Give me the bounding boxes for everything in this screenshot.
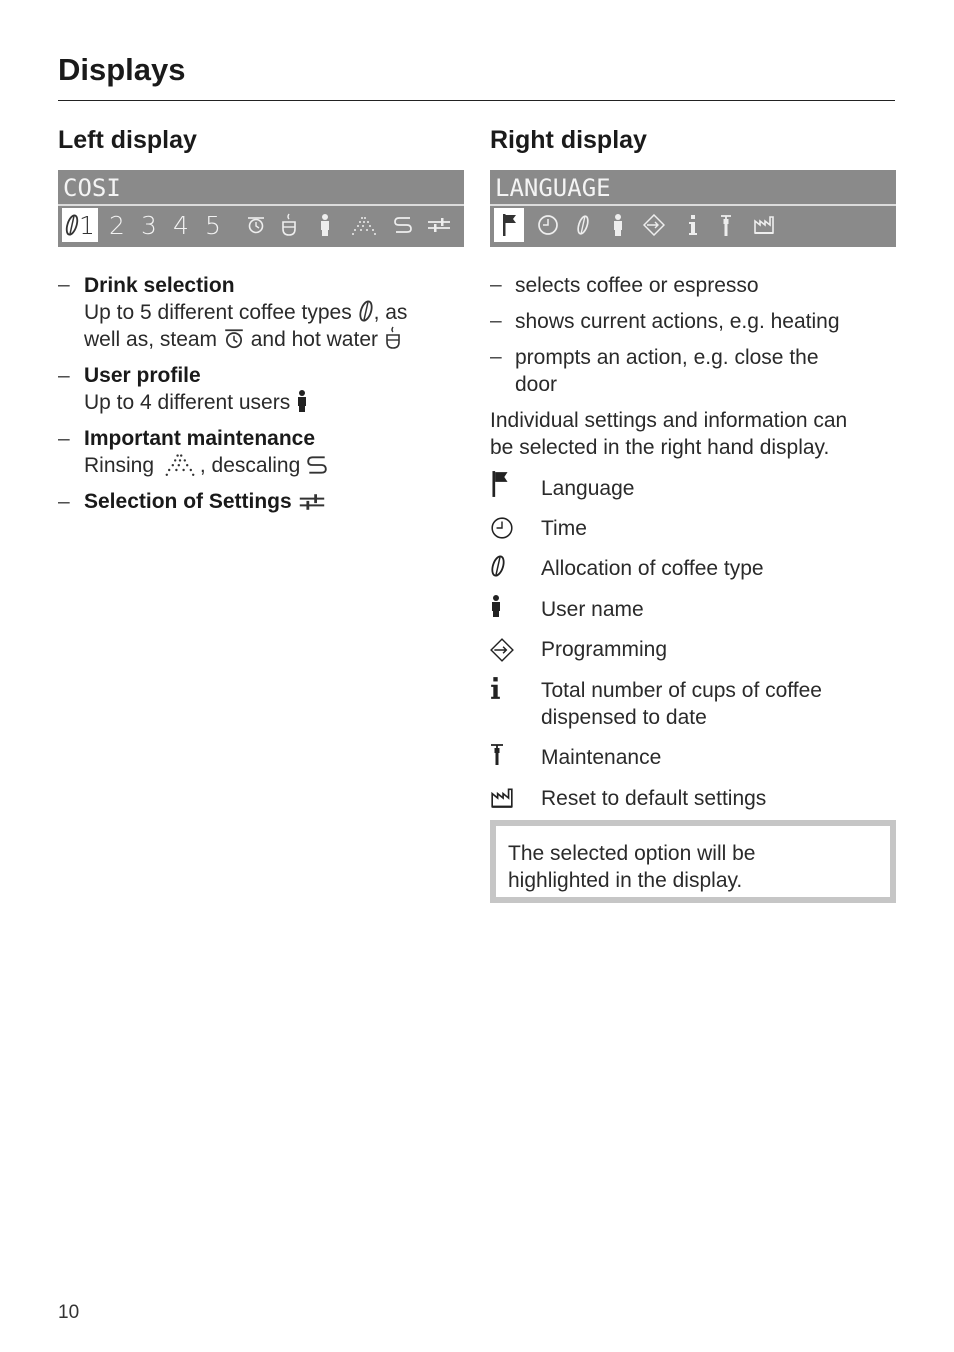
note-text (508, 840, 755, 894)
intro-line-2: be selected in the right hand display. (490, 436, 830, 459)
maintenance-text: Rinsing (84, 454, 155, 477)
user-icon (610, 208, 626, 242)
maintenance-text: , descaling (199, 454, 301, 477)
right-bullet-3-cont: door (515, 373, 558, 396)
left-display-text: COSI (58, 170, 464, 206)
coffee-bean-icon (65, 213, 79, 237)
user-profile-line1 (84, 389, 308, 416)
language-flag-icon (490, 470, 514, 498)
lcd-digit: 3 (141, 210, 157, 240)
legend-label-maintenance: Maintenance (541, 746, 662, 769)
user-profile-text: Up to 4 different users (84, 391, 291, 414)
note-line-2: highlighted in the display. (508, 869, 743, 892)
user-icon (490, 592, 514, 620)
legend-label-language: Language (541, 477, 635, 500)
intro-line-1: Individual settings and information can (490, 409, 848, 432)
maintenance-line1 (84, 452, 328, 479)
drink-selection-text: , as (373, 301, 408, 324)
lcd-digit: 4 (173, 210, 189, 240)
right-display-heading: Right display (490, 126, 647, 154)
user-icon (316, 208, 334, 242)
settings-icon (426, 208, 452, 242)
maintenance-title: Important maintenance (84, 427, 316, 450)
lcd-digit: 5 (205, 210, 221, 240)
drink-selection-title: Drink selection (84, 274, 235, 297)
settings-selection-title: Selection of Settings (84, 490, 292, 513)
list-dash: – (58, 364, 70, 387)
settings-selection-line (84, 488, 326, 515)
maintenance-icon (718, 208, 734, 242)
steam-icon (244, 208, 268, 242)
settings-icon (298, 492, 326, 512)
list-dash: – (58, 273, 70, 296)
list-dash: – (490, 273, 502, 296)
right-display-text: LANGUAGE (490, 170, 896, 206)
title-divider (58, 100, 895, 101)
maintenance-icon (490, 740, 514, 768)
left-display-heading: Left display (58, 126, 197, 154)
note-box (490, 820, 896, 903)
note-line-1: The selected option will be (508, 842, 756, 865)
drink-selection-text: Up to 5 different coffee types (84, 301, 352, 324)
descaling-icon (306, 454, 328, 476)
drink-selection-line2 (84, 326, 402, 353)
coffee-bean-icon (490, 552, 514, 580)
clock-icon (536, 208, 560, 242)
coffee-bean-icon (358, 299, 374, 323)
info-icon (490, 674, 514, 702)
list-dash: – (58, 490, 70, 513)
legend-label-total-cups-cont: dispensed to date (541, 706, 707, 729)
page-number: 10 (58, 1302, 80, 1323)
user-profile-title: User profile (84, 364, 201, 387)
legend-label-total-cups: Total number of cups of coffee (541, 679, 822, 702)
lcd-digit: 1 (79, 210, 95, 240)
programming-icon (490, 636, 514, 664)
hot-water-icon (384, 326, 402, 350)
legend-label-reset: Reset to default settings (541, 787, 767, 810)
list-dash: – (58, 427, 70, 450)
right-bullet-3: prompts an action, e.g. close the (515, 346, 819, 369)
drink-selection-text: and hot water (250, 328, 378, 351)
lcd-selected-coffee-1 (62, 208, 98, 242)
language-flag-icon (494, 208, 524, 242)
legend-label-programming: Programming (541, 638, 668, 661)
list-dash: – (490, 309, 502, 332)
left-display-panel (58, 170, 464, 247)
programming-icon (642, 208, 666, 242)
list-dash: – (490, 345, 502, 368)
factory-reset-icon (752, 208, 776, 242)
drink-selection-line1 (84, 299, 407, 326)
legend-label-user-name: User name (541, 598, 644, 621)
clock-icon (490, 514, 514, 542)
right-bullet-2: shows current actions, e.g. heating (515, 310, 840, 333)
rinsing-icon (348, 208, 380, 242)
right-bullet-1: selects coffee or espresso (515, 274, 759, 297)
legend-label-time: Time (541, 517, 587, 540)
steam-icon (223, 328, 245, 350)
factory-reset-icon (490, 784, 514, 812)
info-icon (686, 208, 700, 242)
drink-selection-text: well as, steam (84, 328, 218, 351)
right-display-panel (490, 170, 896, 247)
rinsing-icon (160, 452, 200, 476)
coffee-bean-icon (574, 208, 592, 242)
legend-label-coffee-type: Allocation of coffee type (541, 557, 764, 580)
user-icon (296, 389, 308, 413)
descaling-icon (392, 208, 414, 242)
hot-water-icon (278, 208, 300, 242)
page-title: Displays (58, 52, 186, 87)
lcd-digit: 2 (109, 210, 125, 240)
